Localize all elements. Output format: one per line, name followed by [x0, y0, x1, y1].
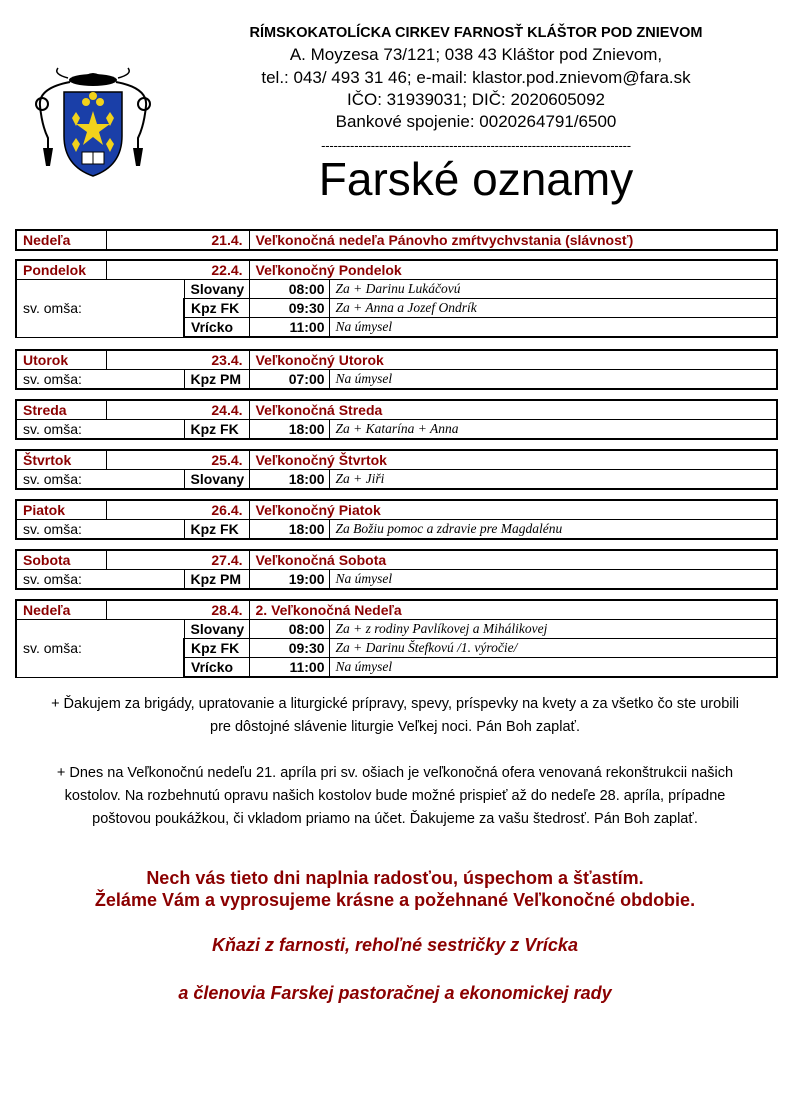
note-offering: + Dnes na Veľkonočnú nedeľu 21. apríla pri sv. ošiach je veľkonočná ofera venovaná rekonštrukcii našich kostolov. Na rozbehnutú opravu našich kostolov bude možné prispieť až do nedeľe 28. apríla, prípadne poštovou poukážkou, či vkladom priamo na účet. Ďakujeme za vašu štedrosť. Pán Boh zaplať. — [56, 765, 734, 827]
mass-intention: Na úmysel — [329, 318, 777, 338]
mass-place: Kpz PM — [184, 570, 249, 590]
day-name: Nedeľa — [16, 230, 106, 250]
day-date: 27.4. — [106, 550, 249, 570]
day-name: Piatok — [16, 500, 106, 520]
day-date: 25.4. — [106, 450, 249, 470]
day-name: Nedeľa — [16, 600, 106, 620]
page-title: Farské oznamy — [318, 153, 634, 205]
mass-place: Vrícko — [184, 318, 249, 338]
parish-address: A. Moyzesa 73/121; 038 43 Kláštor pod Znievom, — [289, 45, 663, 64]
mass-label: sv. omša: — [16, 570, 184, 590]
mass-place: Kpz FK — [184, 299, 249, 318]
day-header-row — [16, 450, 777, 470]
closing-wish-2: Želáme Vám a vyprosujeme krásne a požehnané Veľkonočné obdobie. — [94, 890, 696, 910]
day-date: 24.4. — [106, 400, 249, 420]
day-header-row — [16, 230, 777, 250]
day-feast: Veľkonočný Pondelok — [249, 260, 777, 280]
mass-place: Kpz FK — [184, 639, 249, 658]
mass-label: sv. omša: — [16, 370, 184, 390]
mass-intention: Na úmysel — [329, 370, 777, 390]
mass-label: sv. omša: — [16, 280, 184, 338]
day-header-row — [16, 500, 777, 520]
day-block — [15, 259, 778, 338]
day-date: 21.4. — [106, 230, 249, 250]
day-header-row — [16, 260, 777, 280]
day-header-row — [16, 350, 777, 370]
mass-time: 11:00 — [249, 318, 329, 338]
mass-intention: Za Božiu pomoc a zdravie pre Magdalénu — [329, 520, 777, 540]
mass-row — [16, 520, 777, 540]
mass-place: Slovany — [184, 620, 249, 639]
mass-label: sv. omša: — [16, 520, 184, 540]
day-date: 22.4. — [106, 260, 249, 280]
mass-row — [16, 280, 777, 299]
mass-intention: Za + Darinu Lukáčovú — [329, 280, 777, 299]
day-block — [15, 499, 778, 540]
mass-time: 11:00 — [249, 658, 329, 678]
day-block — [15, 399, 778, 440]
day-feast: Veľkonočná nedeľa Pánovho zmŕtvychvstania (slávnosť) — [249, 230, 777, 250]
mass-row — [16, 420, 777, 440]
mass-time: 19:00 — [249, 570, 329, 590]
day-block — [15, 349, 778, 390]
day-header-row — [16, 550, 777, 570]
day-block — [15, 549, 778, 590]
mass-intention: Za + Katarína + Anna — [329, 420, 777, 440]
header-separator: --------------------------------------------------------------------------- — [321, 138, 631, 153]
mass-intention: Za + Jiři — [329, 470, 777, 490]
mass-time: 18:00 — [249, 470, 329, 490]
mass-time: 08:00 — [249, 280, 329, 299]
mass-time: 18:00 — [249, 520, 329, 540]
mass-place: Slovany — [184, 470, 249, 490]
mass-intention: Na úmysel — [329, 570, 777, 590]
closing-signature-1: Kňazi z farnosti, rehoľné sestričky z Vrícka — [212, 935, 578, 955]
day-name: Štvrtok — [16, 450, 106, 470]
parish-name: RÍMSKOKATOLÍCKA CIRKEV FARNOSŤ KLÁŠTOR POD ZNIEVOM — [249, 25, 703, 41]
mass-intention: Za + Darinu Štefkovú /1. výročie/ — [329, 639, 777, 658]
mass-intention: Na úmysel — [329, 658, 777, 678]
mass-row — [16, 470, 777, 490]
day-feast: Veľkonočný Utorok — [249, 350, 777, 370]
day-header-row — [16, 600, 777, 620]
day-feast: Veľkonočný Piatok — [249, 500, 777, 520]
closing-signature-2: a členovia Farskej pastoračnej a ekonomickej rady — [178, 983, 612, 1003]
note-thanks: + Ďakujem za brigády, upratovanie a liturgické prípravy, spevy, príspevky na kvety a za všetko čo ste urobili pre dôstojné slávenie liturgie Veľkej noci. Pán Boh zaplať. — [51, 696, 739, 735]
day-date: 26.4. — [106, 500, 249, 520]
mass-row — [16, 370, 777, 390]
day-name: Utorok — [16, 350, 106, 370]
mass-label: sv. omša: — [16, 470, 184, 490]
parish-bank: Bankové spojenie: 0020264791/6500 — [335, 112, 617, 131]
parish-ids: IČO: 31939031; DIČ: 2020605092 — [346, 90, 606, 109]
day-date: 28.4. — [106, 600, 249, 620]
day-feast: 2. Veľkonočná Nedeľa — [249, 600, 777, 620]
parish-contact: tel.: 043/ 493 31 46; e-mail: klastor.pod.znievom@fara.sk — [261, 68, 691, 87]
day-name: Streda — [16, 400, 106, 420]
mass-time: 18:00 — [249, 420, 329, 440]
day-feast: Veľkonočný Štvrtok — [249, 450, 777, 470]
mass-intention: Za + Anna a Jozef Ondrík — [329, 299, 777, 318]
day-name: Sobota — [16, 550, 106, 570]
mass-intention: Za + z rodiny Pavlíkovej a Mihálikovej — [329, 620, 777, 639]
mass-time: 08:00 — [249, 620, 329, 639]
mass-label: sv. omša: — [16, 620, 184, 678]
day-feast: Veľkonočná Sobota — [249, 550, 777, 570]
mass-place: Vrícko — [184, 658, 249, 678]
mass-row — [16, 620, 777, 639]
mass-row — [16, 570, 777, 590]
mass-label: sv. omša: — [16, 420, 184, 440]
closing-wish-1: Nech vás tieto dni naplnia radosťou, úspechom a šťastím. — [146, 868, 644, 888]
coat-of-arms-icon — [28, 66, 158, 182]
day-block — [15, 229, 778, 251]
mass-place: Kpz PM — [184, 370, 249, 390]
day-block — [15, 599, 778, 678]
day-name: Pondelok — [16, 260, 106, 280]
day-date: 23.4. — [106, 350, 249, 370]
day-feast: Veľkonočná Streda — [249, 400, 777, 420]
mass-place: Slovany — [184, 280, 249, 299]
mass-time: 09:30 — [249, 299, 329, 318]
day-block — [15, 449, 778, 490]
mass-place: Kpz FK — [184, 420, 249, 440]
mass-time: 07:00 — [249, 370, 329, 390]
day-header-row — [16, 400, 777, 420]
mass-place: Kpz FK — [184, 520, 249, 540]
mass-time: 09:30 — [249, 639, 329, 658]
